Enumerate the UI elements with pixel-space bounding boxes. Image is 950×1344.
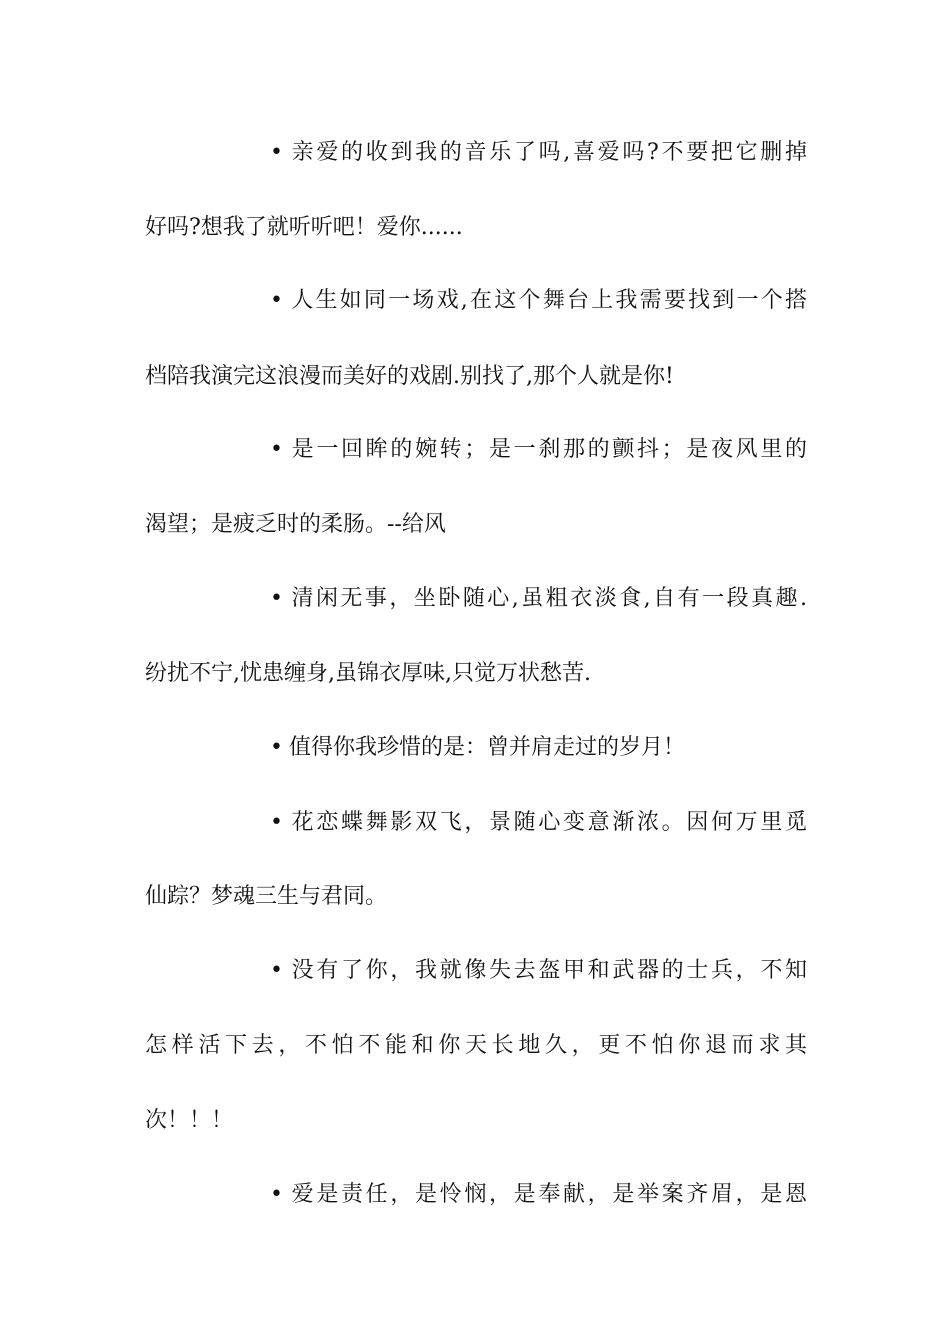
bullet-icon: • <box>270 810 283 835</box>
line-text: 爱是责任，是怜悯，是奉献，是举案齐眉，是恩 <box>288 1182 807 1207</box>
line-text: 人生如同一场戏,在这个舞台上我需要找到一个搭 <box>288 288 807 313</box>
line-text: 亲爱的收到我的音乐了吗,喜爱吗?不要把它删掉 <box>288 140 807 165</box>
paragraph-6-line-1 <box>270 808 807 838</box>
line-text: 是一回眸的婉转；是一刹那的颤抖；是夜风里的 <box>288 437 807 462</box>
paragraph-6-line-2: 仙踪？梦魂三生与君同。 <box>145 884 388 909</box>
paragraph-1-line-2: 好吗?想我了就听听吧！爱你...... <box>145 215 463 240</box>
paragraph-7-line-3: 次！！！ <box>145 1108 234 1133</box>
line-text: 清闲无事，坐卧随心,虽粗衣淡食,自有一段真趣. <box>288 586 807 611</box>
paragraph-2-line-1 <box>270 286 807 316</box>
paragraph-8-line-1 <box>270 1180 807 1210</box>
paragraph-1-line-1 <box>270 138 807 168</box>
line-text: 值得你我珍惜的是：曾并肩走过的岁月！ <box>288 735 685 760</box>
paragraph-7-line-2: 怎样活下去，不怕不能和你天长地久，更不怕你退而求其 <box>145 1033 807 1058</box>
paragraph-5-line-1 <box>270 733 807 763</box>
paragraph-3-line-2: 渴望；是疲乏时的柔肠。--给风 <box>145 512 446 537</box>
line-text: 没有了你，我就像失去盔甲和武器的士兵，不知 <box>288 958 807 983</box>
bullet-icon: • <box>270 288 283 313</box>
bullet-icon: • <box>270 735 283 760</box>
bullet-icon: • <box>270 140 283 165</box>
bullet-icon: • <box>270 586 283 611</box>
paragraph-4-line-2: 纷扰不宁,忧患缠身,虽锦衣厚味,只觉万状愁苦. <box>145 661 591 686</box>
paragraph-2-line-2: 档陪我演完这浪漫而美好的戏剧.别找了,那个人就是你! <box>145 364 674 389</box>
line-text: 花恋蝶舞影双飞，景随心变意渐浓。因何万里觅 <box>288 810 807 835</box>
paragraph-4-line-1 <box>270 584 807 614</box>
bullet-icon: • <box>270 958 283 983</box>
bullet-icon: • <box>270 437 283 462</box>
paragraph-7-line-1 <box>270 956 807 986</box>
paragraph-3-line-1 <box>270 435 807 465</box>
bullet-icon: • <box>270 1182 283 1207</box>
